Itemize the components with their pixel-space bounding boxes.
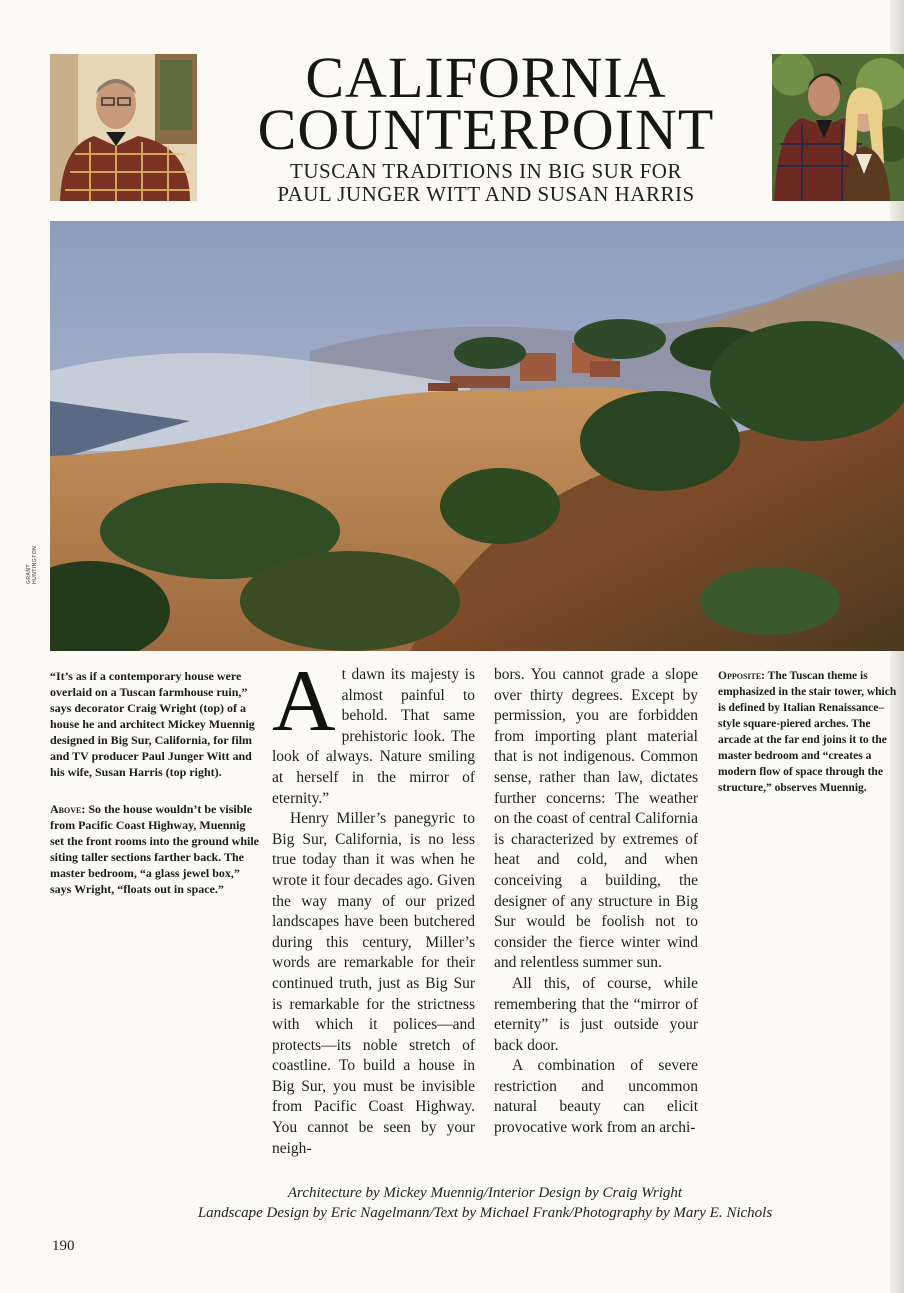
caption-above-lead: Above:: [50, 802, 86, 816]
caption-above: [50, 801, 260, 897]
article-subtitle: [200, 160, 772, 206]
body-paragraph-1: [272, 653, 475, 809]
big-sur-landscape-photo: [50, 221, 904, 651]
article-credits: [100, 1183, 870, 1223]
subtitle-line-1: TUSCAN TRADITIONS IN BIG SUR FOR: [290, 159, 682, 183]
portrait-photo-witt-harris: [772, 54, 904, 201]
caption-opposite-lead: Opposite:: [718, 670, 766, 682]
photo-credit: GRANT HUNTINGTON: [26, 545, 38, 584]
body-column-2: [494, 665, 698, 1139]
body-p1-text: t dawn its majesty is almost painful to behold. That same prehistoric look. The look of always. Nature smiling at herself in the mirror of eternity.”: [272, 666, 475, 807]
body-column-1: [272, 653, 475, 1159]
body-paragraph-5: A combination of severe restriction and uncommon natural beauty can elicit provocative work from an archi-: [494, 1057, 698, 1137]
subtitle-line-2: PAUL JUNGER WITT AND SUSAN HARRIS: [277, 182, 695, 206]
body-paragraph-4: All this, of course, while remembering that the “mirror of eternity” is just outside your back door.: [494, 974, 698, 1054]
article-title: [200, 45, 772, 162]
caption-opposite-text: The Tuscan theme is emphasized in the stair tower, which is defined by Italian Renaissance–style square-piered arches. The arcade at the far end joins it to the master bedroom and “creates a modern flow of space through the structure,” observes Muennig.: [718, 670, 897, 794]
body-paragraph-2: Henry Miller’s panegyric to Big Sur, California, is no less true today than it was when he wrote it four decades ago. Given the way many of our prized landscapes have been butchered during this century, Miller’s words are remarkable for their continued truth, just as Big Sur is remarkable for the strictness with which it polices—and protects—its noble stretch of coastline. To build a house in Big Sur, you must be invisible from Pacific Coast Highway. You cannot be seen by your neigh-: [272, 810, 475, 1157]
drop-cap: A: [272, 653, 336, 750]
title-line-1: CALIFORNIA: [305, 45, 667, 110]
title-line-2: COUNTERPOINT: [257, 97, 715, 162]
body-paragraph-3: bors. You cannot grade a slope over thirty degrees. Except by permission, you are forbidden from importing plant material that is not indigenous. Common sense, rather than law, dictates further concerns: The weather on the coast of central California is characterized by extremes of heat and cold, and when conceiving a building, the designer of any structure in Big Sur would be foolish not to consider the fierce winter wind and relentless summer sun.: [494, 666, 698, 972]
page-number: 190: [52, 1238, 75, 1254]
credits-line-2: Landscape Design by Eric Nagelmann/Text by Michael Frank/Photography by Mary E. Nichols: [197, 1205, 773, 1221]
caption-above-text: So the house wouldn’t be visible from Pacific Coast Highway, Muennig set the front rooms into the ground while siting taller sections farther back. The master bedroom, “a glass jewel box,” says Wright, “floats out in space.”: [50, 802, 260, 896]
credits-line-1: Architecture by Mickey Muennig/Interior Design by Craig Wright: [287, 1185, 683, 1201]
portrait-photo-craig-wright: [50, 54, 197, 201]
caption-top: “It’s as if a contemporary house were overlaid on a Tuscan farmhouse ruin,” says decorator Craig Wright (top) of a house he and architect Mickey Muennig designed in Big Sur, California, for film and TV producer Paul Junger Witt and his wife, Susan Harris (top right).: [50, 669, 255, 779]
caption-opposite: [718, 668, 898, 796]
